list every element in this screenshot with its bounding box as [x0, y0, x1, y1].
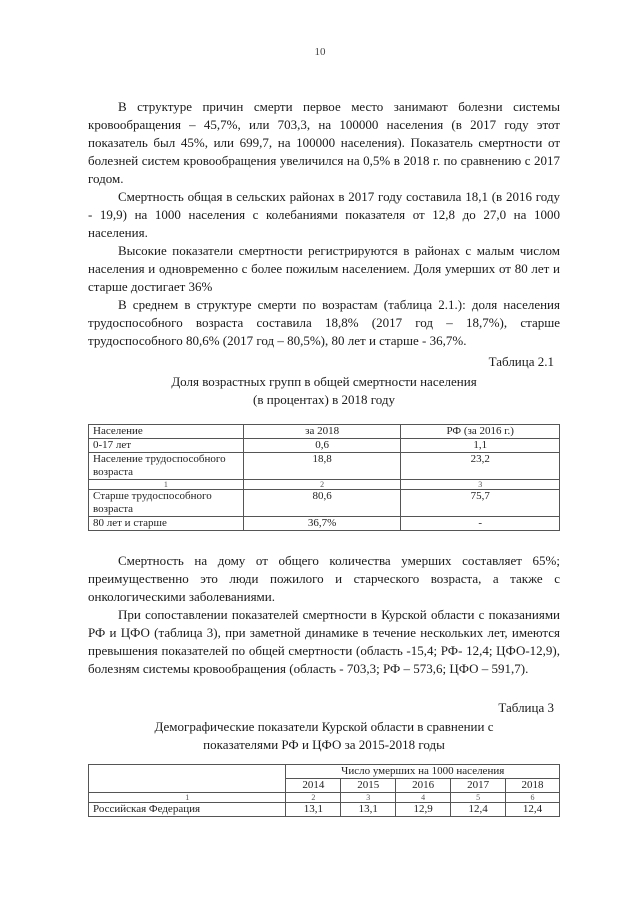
table-2-1: [88, 424, 560, 531]
table-cell: 13,1: [341, 803, 396, 817]
table-2-1-header-row: [89, 425, 560, 439]
header-cell: за 2018: [243, 425, 401, 439]
table-cell: Население трудоспособного возраста: [89, 453, 244, 480]
table-3-caption-line-2: показателями РФ и ЦФО за 2015-2018 годы: [203, 737, 445, 752]
table-cell: 36,7%: [243, 517, 401, 531]
group-header-cell: Число умерших на 1000 населения: [286, 765, 560, 779]
year-cell: 2017: [451, 779, 506, 793]
table-cell: 0-17 лет: [89, 439, 244, 453]
column-number: 6: [506, 793, 560, 803]
column-number: 3: [401, 480, 560, 490]
table-row: [89, 517, 560, 531]
column-number: 3: [341, 793, 396, 803]
table-cell: 80 лет и старше: [89, 517, 244, 531]
year-cell: 2015: [341, 779, 396, 793]
table-3-caption: [88, 718, 560, 754]
table-2-1-label: Таблица 2.1: [488, 354, 554, 369]
table-row: [89, 453, 560, 480]
table-cell: 12,9: [396, 803, 451, 817]
table-cell: 18,8: [243, 453, 401, 480]
table-cell: Старше трудоспособного возраста: [89, 490, 244, 517]
paragraph-1: В структуре причин смерти первое место занимают болезни системы кровообращения – 45,7%, или 703,3, на 100000 населения (в 2017 году этот показатель был 45%, или 699,7, на 100000 населения). Показатель смертности от болезней систем кровообращения увеличился на 0,5% в 2018 г. по сравнению с 2017 годом.: [88, 99, 560, 186]
year-cell: 2018: [506, 779, 560, 793]
table-cell: Российская Федерация: [89, 803, 286, 817]
table-cell: -: [401, 517, 560, 531]
table-3-label: Таблица 3: [498, 700, 554, 715]
table-row: [89, 490, 560, 517]
paragraph-5: Смертность на дому от общего количества умерших составляет 65%; преимущественно это люди пожилого и старческого возраста, а также с онкологическими заболеваниями.: [88, 553, 560, 604]
table-cell: 0,6: [243, 439, 401, 453]
table-row: [89, 439, 560, 453]
table-cell: 80,6: [243, 490, 401, 517]
table-cell: 75,7: [401, 490, 560, 517]
table-cell: 12,4: [451, 803, 506, 817]
year-cell: 2016: [396, 779, 451, 793]
column-number: 1: [89, 480, 244, 490]
header-cell: Население: [89, 425, 244, 439]
page-number: 10: [314, 46, 326, 58]
table-cell: 12,4: [506, 803, 560, 817]
year-cell: 2014: [286, 779, 341, 793]
table-2-1-caption-line-1: Доля возрастных групп в общей смертности населения: [171, 374, 477, 389]
table-row: [89, 803, 560, 817]
table-cell: 13,1: [286, 803, 341, 817]
column-number-row: [89, 793, 560, 803]
table-3-group-header-row: [89, 765, 560, 779]
column-number: 1: [89, 793, 286, 803]
column-number: 5: [451, 793, 506, 803]
paragraph-3: Высокие показатели смертности регистрируются в районах с малым числом населения и одновременно с более пожилым населением. Доля умерших от 80 лет и старше достигает 36%: [88, 243, 560, 294]
table-cell: 23,2: [401, 453, 560, 480]
column-number: 2: [243, 480, 401, 490]
column-number: 2: [286, 793, 341, 803]
paragraph-4: В среднем в структуре смерти по возрастам (таблица 2.1.): доля населения трудоспособного возраста составила 18,8% (2017 год – 18,7%), старше трудоспособного 80,6% (2017 год – 80,5%), 80 лет и старше - 36,7%.: [88, 297, 560, 348]
table-2-1-caption-line-2: (в процентах) в 2018 году: [253, 392, 395, 407]
table-cell: 1,1: [401, 439, 560, 453]
paragraph-6: При сопоставлении показателей смертности в Курской области с показаниями РФ и ЦФО (таблица 3), при заметной динамике в течение нескольких лет, имеются превышения показателей по общей смертности (область -15,4; РФ- 12,4; ЦФО-12,9), болезням системы кровообращения (область - 703,3; РФ – 573,6; ЦФО – 591,7).: [88, 607, 560, 676]
header-cell: РФ (за 2016 г.): [401, 425, 560, 439]
empty-header-cell: [89, 765, 286, 793]
table-2-1-caption: [88, 373, 560, 409]
column-number: 4: [396, 793, 451, 803]
table-3: [88, 764, 560, 817]
paragraph-2: Смертность общая в сельских районах в 2017 году составила 18,1 (в 2016 году - 19,9) на 1000 населения с колебаниями показателя от 12,8 до 27,0 на 1000 населения.: [88, 189, 560, 240]
table-3-caption-line-1: Демографические показатели Курской области в сравнении с: [154, 719, 494, 734]
column-number-row: [89, 480, 560, 490]
